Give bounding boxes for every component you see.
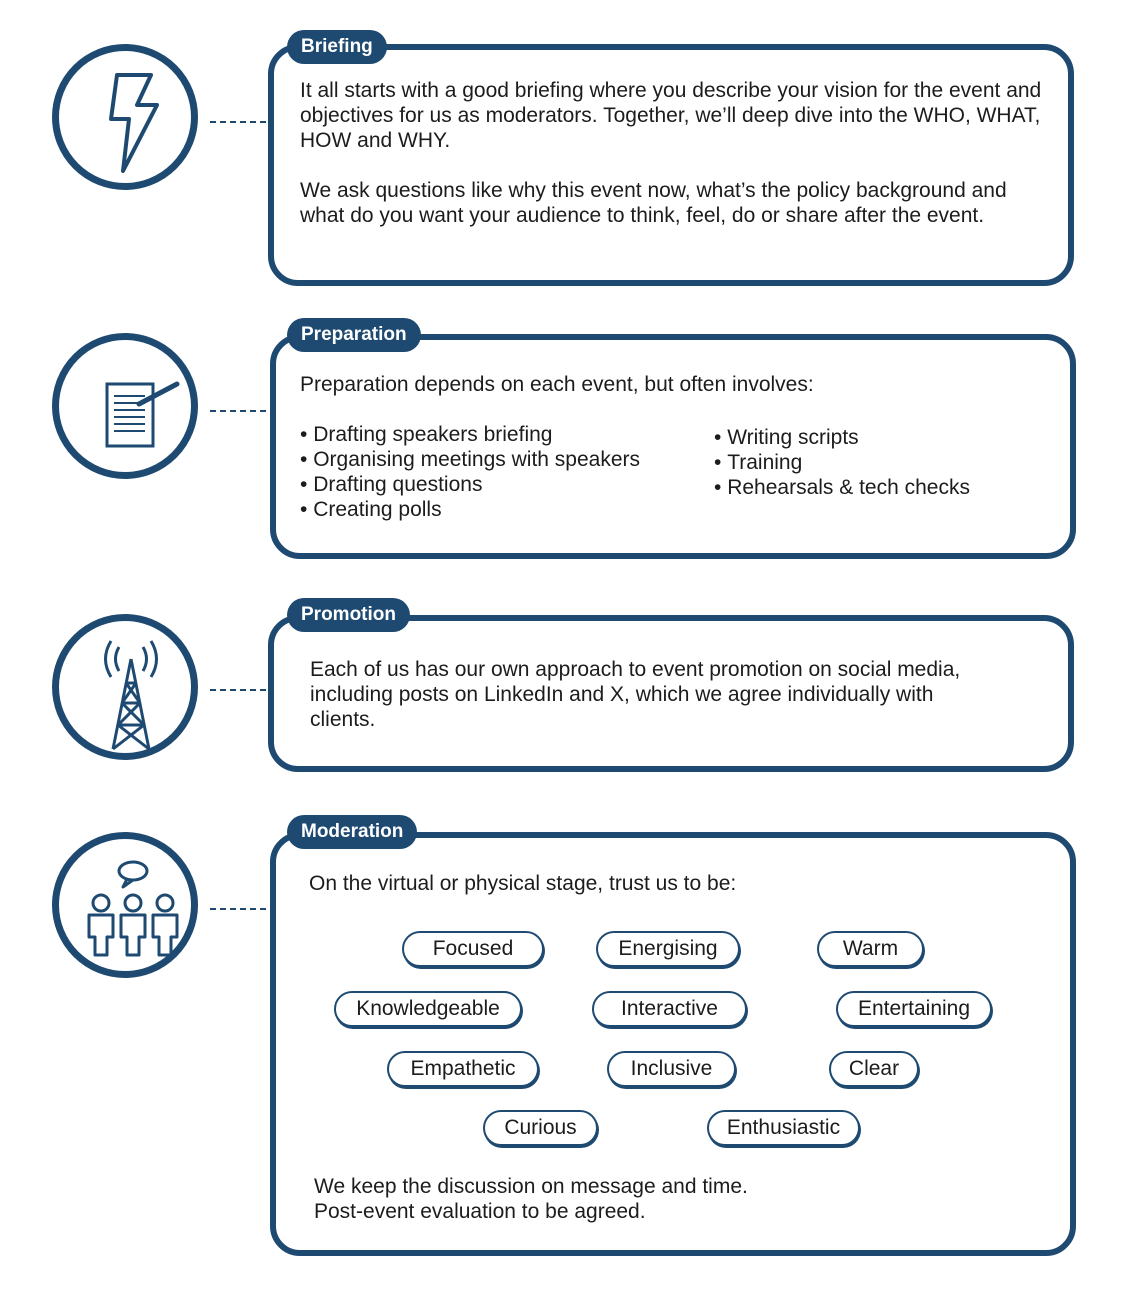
- promotion-icon-circle: [52, 614, 198, 760]
- briefing-connector: [210, 121, 266, 123]
- briefing-label: Briefing: [287, 30, 387, 64]
- quality-pill-clear: Clear: [829, 1051, 919, 1087]
- promotion-label: Promotion: [287, 598, 410, 632]
- quality-pill-inclusive: Inclusive: [607, 1051, 736, 1087]
- broadcast-tower-icon: [59, 621, 191, 753]
- moderation-connector: [210, 908, 266, 910]
- list-item: • Organising meetings with speakers: [300, 447, 710, 472]
- list-item: • Creating polls: [300, 497, 710, 522]
- list-item: • Training: [714, 450, 1054, 475]
- list-item: • Drafting speakers briefing: [300, 422, 710, 447]
- lightning-icon: [59, 51, 191, 183]
- quality-pill-interactive: Interactive: [592, 991, 747, 1027]
- preparation-list-right: [714, 425, 1054, 500]
- quality-pill-enthusiastic: Enthusiastic: [707, 1110, 860, 1146]
- moderation-closing: [314, 1174, 1014, 1224]
- moderation-closing-line-2: Post-event evaluation to be agreed.: [314, 1200, 646, 1223]
- preparation-connector: [210, 410, 266, 412]
- quality-pill-empathetic: Empathetic: [387, 1051, 539, 1087]
- quality-pill-knowledgeable: Knowledgeable: [334, 991, 522, 1027]
- moderation-closing-line-1: We keep the discussion on message and time.: [314, 1175, 748, 1198]
- preparation-icon-circle: [52, 333, 198, 479]
- briefing-text: [300, 78, 1050, 228]
- promotion-text: Each of us has our own approach to event promotion on social media, including posts on LinkedIn and X, which we agree individually with clients.: [310, 658, 961, 731]
- quality-pill-entertaining: Entertaining: [836, 991, 992, 1027]
- quality-pill-warm: Warm: [817, 931, 924, 967]
- preparation-intro: Preparation depends on each event, but often involves:: [300, 373, 814, 396]
- briefing-paragraph-1: It all starts with a good briefing where you describe your vision for the event and objectives for us as moderators. Together, we’ll deep dive into the WHO, WHAT, HOW and WHY.: [300, 79, 1042, 152]
- list-item: • Drafting questions: [300, 472, 710, 497]
- preparation-label: Preparation: [287, 318, 421, 352]
- quality-pill-energising: Energising: [596, 931, 740, 967]
- briefing-paragraph-2: We ask questions like why this event now, what’s the policy background and what do you want your audience to think, feel, do or share after the event.: [300, 179, 1007, 227]
- moderation-label: Moderation: [287, 815, 417, 849]
- promotion-connector: [210, 689, 266, 691]
- list-item: • Rehearsals & tech checks: [714, 475, 1054, 500]
- quality-pill-curious: Curious: [483, 1110, 598, 1146]
- quality-pill-focused: Focused: [402, 931, 544, 967]
- people-speech-icon: [59, 839, 191, 971]
- list-item: • Writing scripts: [714, 425, 1054, 450]
- document-pen-icon: [59, 340, 191, 472]
- preparation-list-left: [300, 422, 710, 522]
- briefing-icon-circle: [52, 44, 198, 190]
- moderation-intro: On the virtual or physical stage, trust us to be:: [309, 872, 737, 895]
- moderation-icon-circle: [52, 832, 198, 978]
